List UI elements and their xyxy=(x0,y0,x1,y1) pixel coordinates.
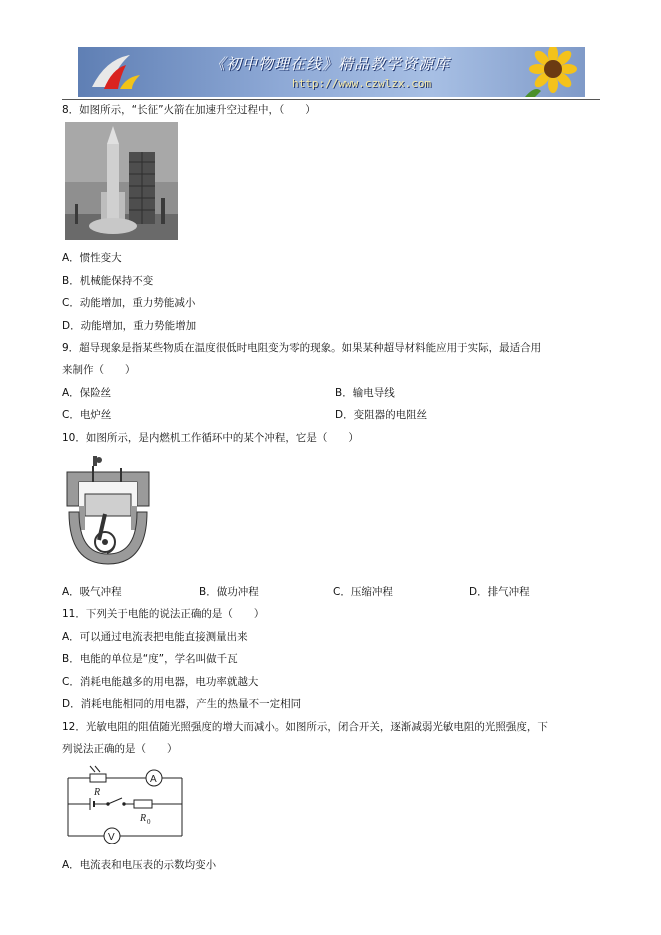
q11-option-d: D．消耗电能相同的用电器，产生的热量不一定相同 xyxy=(62,698,302,710)
q9-option-d: D．变阻器的电阻丝 xyxy=(335,409,428,421)
q8-option-d: D．动能增加，重力势能增加 xyxy=(62,320,197,332)
photoresistor-r xyxy=(90,774,106,782)
q10-option-d: D．排气冲程 xyxy=(469,586,530,598)
site-logo xyxy=(86,51,146,93)
q11-option-c: C．消耗电能越多的用电器，电功率就越大 xyxy=(62,676,259,688)
q10-option-b: B．做功冲程 xyxy=(199,586,259,598)
header-divider xyxy=(62,99,600,100)
header-banner xyxy=(78,47,585,97)
q11-stem: 11．下列关于电能的说法正确的是（ ） xyxy=(62,608,265,620)
q11-option-a: A．可以通过电流表把电能直接测量出来 xyxy=(62,631,248,643)
q9-option-a: A．保险丝 xyxy=(62,387,112,399)
q9-option-b: B．输电导线 xyxy=(335,387,395,399)
q12-stem-line1: 12．光敏电阻的阻值随光照强度的增大而减小。如图所示，闭合开关，逐渐减弱光敏电阻的光照强度，下 xyxy=(62,721,548,733)
rocket-photo xyxy=(65,122,178,240)
voltmeter-label: V xyxy=(108,832,115,843)
q9-stem-line1: 9．超导现象是指某些物质在温度很低时电阻变为零的现象。如果某种超导材料能应用于实际，最适合用 xyxy=(62,342,542,354)
q8-option-b: B．机械能保持不变 xyxy=(62,275,154,287)
fixed-resistor-r0 xyxy=(134,800,152,808)
q10-stem: 10．如图所示，是内燃机工作循环中的某个冲程，它是（ ） xyxy=(62,432,359,444)
q9-option-c: C．电炉丝 xyxy=(62,409,112,421)
q8-stem: 8．如图所示，“长征”火箭在加速升空过程中，（ ） xyxy=(62,104,316,116)
label-r0: R xyxy=(140,813,147,824)
q11-option-b: B．电能的单位是“度”，学名叫做千瓦 xyxy=(62,653,238,665)
banner-title: 《初中物理在线》精品教学资源库 xyxy=(210,55,451,73)
circuit-diagram xyxy=(62,764,188,844)
banner-url: http://www.czwlzx.com xyxy=(292,77,432,90)
q10-option-c: C．压缩冲程 xyxy=(333,586,393,598)
q12-stem-line2: 列说法正确的是（ ） xyxy=(62,743,178,755)
q10-option-a: A．吸气冲程 xyxy=(62,586,122,598)
q9-stem-line2: 来制作（ ） xyxy=(62,364,136,376)
ammeter-label: A xyxy=(150,774,157,785)
q8-option-a: A．惯性变大 xyxy=(62,252,122,264)
engine-stroke-diagram xyxy=(63,452,153,570)
q8-option-c: C．动能增加，重力势能减小 xyxy=(62,297,196,309)
label-r0-subscript: 0 xyxy=(147,818,151,826)
q12-option-a: A．电流表和电压表的示数均变小 xyxy=(62,859,217,871)
label-r: R xyxy=(94,787,101,798)
sunflower-image xyxy=(505,47,585,97)
